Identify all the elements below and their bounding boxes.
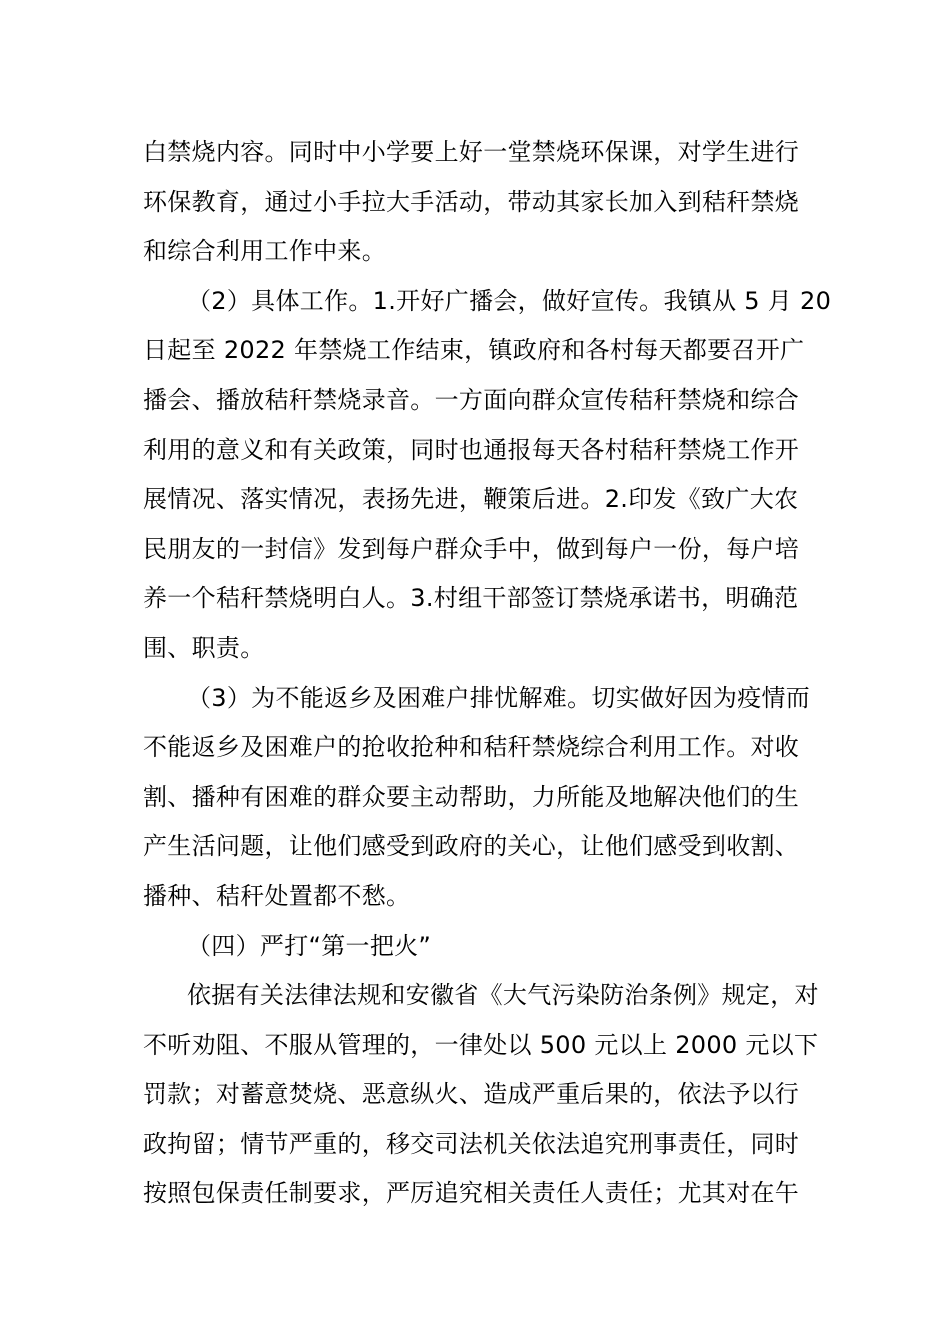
text-line: 政拘留；情节严重的，移交司法机关依法追究刑事责任，同时 [143, 1129, 800, 1158]
text-line: 民朋友的一封信》发到每户群众手中，做到每户一份，每户培 [143, 534, 800, 563]
text-line: 环保教育，通过小手拉大手活动，带动其家长加入到秸秆禁烧 [143, 187, 800, 216]
section-heading: （四）严打“第一把火” [187, 931, 432, 960]
paragraph-start-line: （2）具体工作。1.开好广播会，做好宣传。我镇从 5 月 20 [187, 286, 832, 315]
text-line: 产生活问题，让他们感受到政府的关心，让他们感受到收割、 [143, 832, 800, 861]
text-line: 围、职责。 [143, 633, 265, 662]
text-line: 养一个秸秆禁烧明白人。3.村组干部签订禁烧承诺书，明确范 [143, 584, 799, 613]
text-line: 不听劝阻、不服从管理的，一律处以 500 元以上 2000 元以下 [143, 1030, 819, 1059]
text-line: 按照包保责任制要求，严厉追究相关责任人责任；尤其对在午 [143, 1179, 800, 1208]
text-line: 利用的意义和有关政策，同时也通报每天各村秸秆禁烧工作开 [143, 435, 800, 464]
text-line: 日起至 2022 年禁烧工作结束，镇政府和各村每天都要召开广 [143, 336, 805, 365]
text-line: 播会、播放秸秆禁烧录音。一方面向群众宣传秸秆禁烧和综合 [143, 385, 800, 414]
paragraph-start-line: （3）为不能返乡及困难户排忧解难。切实做好因为疫情而 [187, 683, 811, 712]
document-body [143, 128, 832, 1219]
text-line: 白禁烧内容。同时中小学要上好一堂禁烧环保课，对学生进行 [143, 138, 800, 166]
text-line: 割、播种有困难的群众要主动帮助，力所能及地解决他们的生 [143, 782, 800, 811]
text-line: 不能返乡及困难户的抢收抢种和秸秆禁烧综合利用工作。对收 [143, 733, 800, 762]
text-line: 罚款；对蓄意焚烧、恶意纵火、造成严重后果的，依法予以行 [143, 1080, 800, 1109]
text-line: 和综合利用工作中来。 [143, 237, 386, 266]
text-line: 展情况、落实情况，表扬先进，鞭策后进。2.印发《致广大农 [143, 485, 799, 514]
text-line: 播种、秸秆处置都不愁。 [143, 881, 411, 910]
paragraph-start-line: 依据有关法律法规和安徽省《大气污染防治条例》规定，对 [187, 981, 819, 1010]
